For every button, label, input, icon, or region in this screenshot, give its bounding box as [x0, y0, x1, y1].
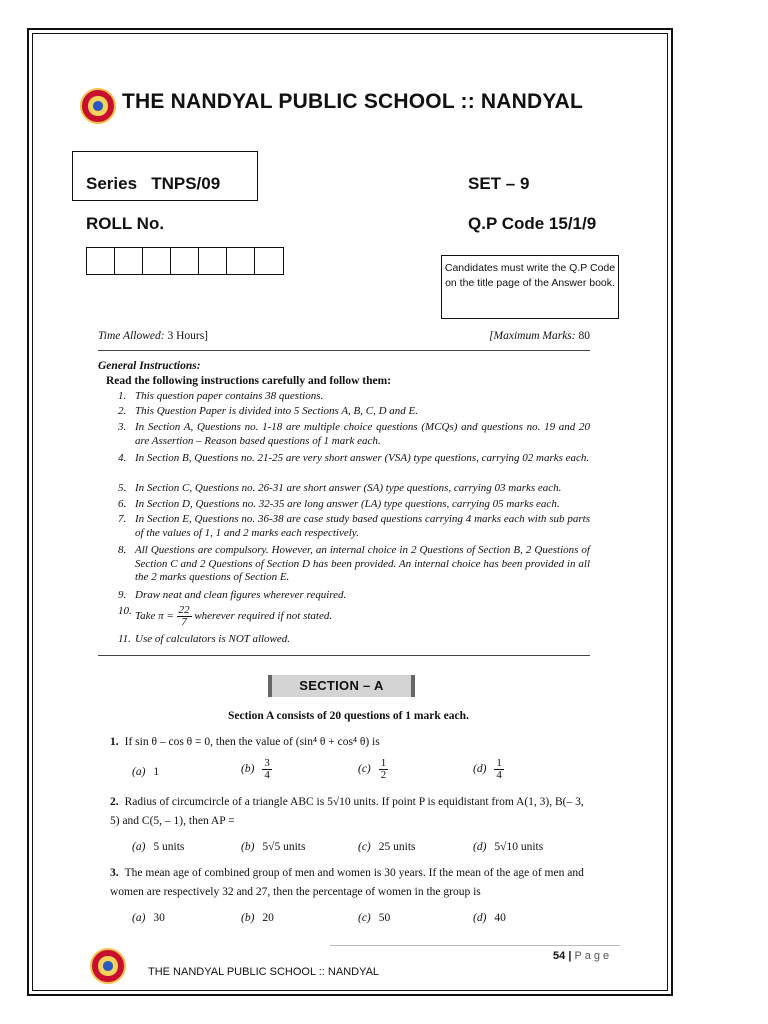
roll-digit-box	[115, 248, 143, 274]
q1-option-a: (a) 1	[132, 766, 160, 778]
instruction-item: 7. In Section E, Questions no. 36-38 are case study based questions carrying 4 marks each with sub parts of the values of 1, 1 and 2 marks each respectively.	[118, 513, 590, 539]
school-title: THE NANDYAL PUBLIC SCHOOL :: NANDYAL	[122, 90, 584, 113]
instruction-item: 2. This Question Paper is divided into 5 Sections A, B, C, D and E.	[118, 405, 419, 417]
pi-fraction: $\frac{22}{7}$	[178, 604, 190, 628]
q2-option-b: (b) 5√5 units	[241, 841, 306, 853]
set-label: SET – 9	[468, 174, 530, 193]
instruction-item: 8. All Questions are compulsory. However, an internal choice in 2 Questions of Section B, 2 Questions of Section C and 2 Questions of Section D has been provided. An internal choice has been provided in all the 2 marks questions of Section E.	[118, 544, 590, 583]
roll-digit-box	[171, 248, 199, 274]
instruction-item: 3. In Section A, Questions no. 1-18 are multiple choice questions (MCQs) and questions no. 19 and 20 are Assertion – Reason based questions of 1 mark each.	[118, 421, 590, 447]
instruction-item: 5. In Section C, Questions no. 26-31 are short answer (SA) type questions, carrying 03 marks each.	[118, 482, 562, 494]
school-logo-icon	[80, 88, 116, 124]
roll-digit-box	[199, 248, 227, 274]
roll-digit-box	[87, 248, 115, 274]
question-2: 2. Radius of circumcircle of a triangle ABC is 5√10 units. If point P is equidistant from A(1, 3), B(– 3, 5) and C(5, – 1), then AP =	[110, 796, 584, 827]
roll-digit-box	[143, 248, 171, 274]
footer-logo-icon	[90, 948, 126, 984]
q2-option-c: (c) 25 units	[358, 841, 416, 853]
instruction-item: 6. In Section D, Questions no. 32-35 are long answer (LA) type questions, carrying 05 marks each.	[118, 498, 560, 510]
section-a-subtitle: Section A consists of 20 questions of 1 mark each.	[228, 710, 469, 722]
instruction-item: 9. Draw neat and clean figures wherever required.	[118, 589, 347, 601]
instruction-item: 4. In Section B, Questions no. 21-25 are very short answer (VSA) type questions, carrying 02 marks each.	[118, 452, 590, 464]
q3-option-c: (c) 50	[358, 912, 391, 924]
roll-digit-box	[227, 248, 255, 274]
q2-option-d: (d) 5√10 units	[473, 841, 544, 853]
q1-option-d: (d) $\frac{1}{4}$	[473, 757, 502, 781]
divider-top	[98, 350, 590, 351]
q2-option-a: (a) 5 units	[132, 841, 185, 853]
q3-option-d: (d) 40	[473, 912, 506, 924]
section-a-banner: SECTION – A	[268, 675, 415, 697]
instruction-item: 10. Take π = $\frac{22}{7}$ wherever required if not stated.	[118, 604, 333, 628]
roll-number-boxes	[86, 247, 284, 275]
qp-code-label: Q.P Code 15/1/9	[468, 214, 597, 233]
question-1: 1. If sin θ – cos θ = 0, then the value of (sin⁴ θ + cos⁴ θ) is	[110, 736, 380, 748]
time-allowed: Time Allowed: 3 Hours]	[98, 330, 209, 342]
roll-digit-box	[255, 248, 283, 274]
q3-option-a: (a) 30	[132, 912, 165, 924]
question-3: 3. The mean age of combined group of men and women is 30 years. If the mean of the age of men and women are respectively 32 and 27, then the percentage of women in the group is	[110, 867, 584, 898]
instruction-item: 11. Use of calculators is NOT allowed.	[118, 633, 291, 645]
footer-school-name: THE NANDYAL PUBLIC SCHOOL :: NANDYAL	[148, 966, 380, 978]
series-label: Series TNPS/09	[86, 174, 221, 193]
time-marks-row	[98, 330, 590, 342]
page-number: 54 | Page	[553, 950, 613, 962]
q3-option-b: (b) 20	[241, 912, 274, 924]
maximum-marks: [Maximum Marks: 80	[489, 330, 590, 342]
instructions-read-line: Read the following instructions carefully and follow them:	[106, 375, 392, 387]
q1-option-c: (c) $\frac{1}{2}$	[358, 757, 387, 781]
q1-option-b: (b) $\frac{3}{4}$	[241, 757, 270, 781]
instruction-item: 1. This question paper contains 38 questions.	[118, 390, 324, 402]
roll-label: ROLL No.	[86, 214, 165, 233]
footer-divider	[330, 945, 620, 946]
divider-bottom	[98, 655, 590, 656]
qp-code-note: Candidates must write the Q.P Code on the title page of the Answer book.	[441, 255, 619, 319]
instructions-heading: General Instructions:	[98, 360, 201, 372]
